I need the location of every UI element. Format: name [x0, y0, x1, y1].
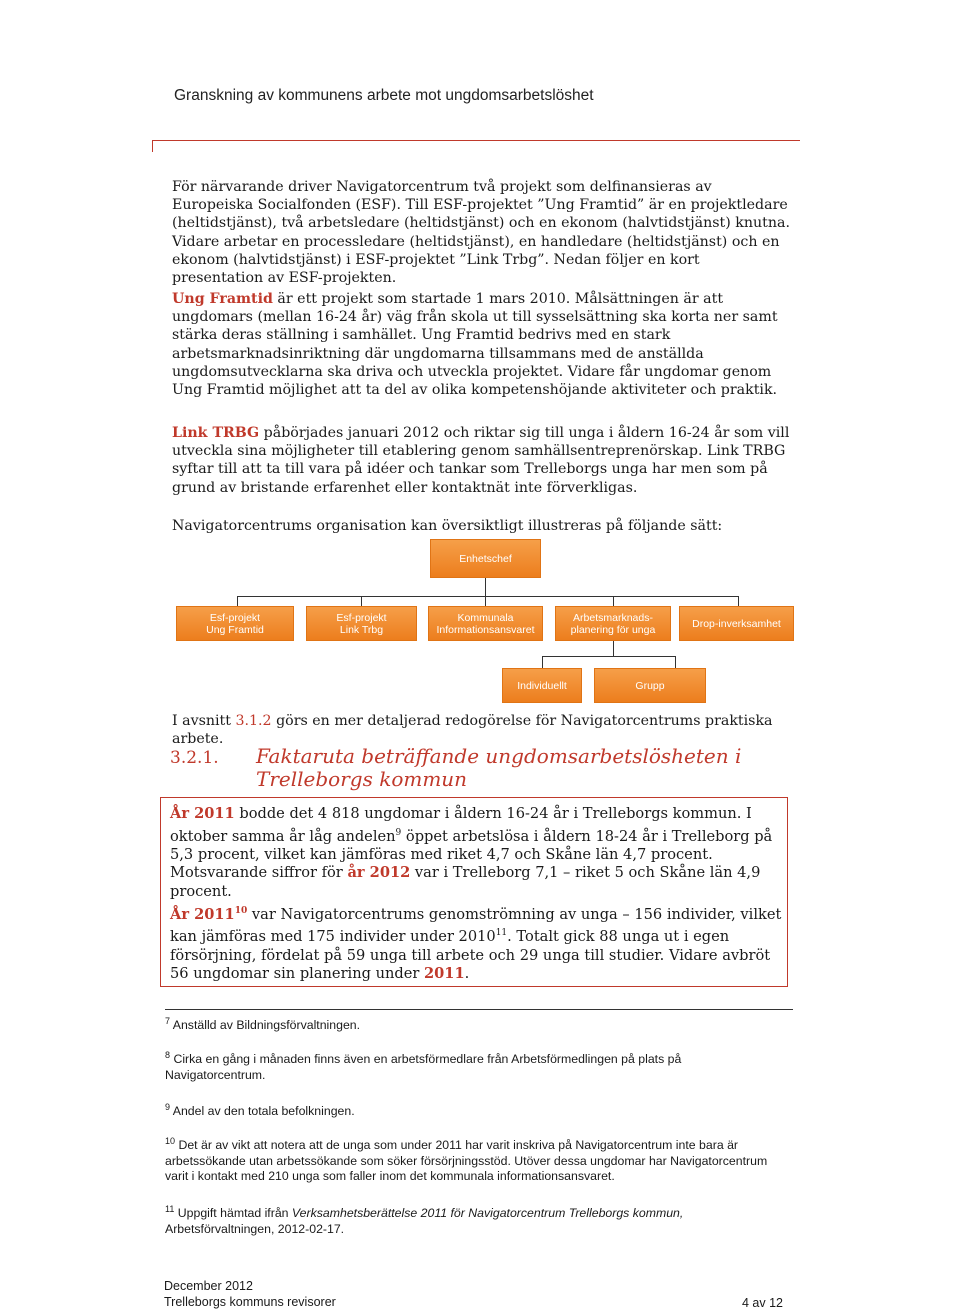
ung-framtid-text: är ett projekt som startade 1 mars 2010. Målsättningen är att ungdomars (mellan 16-24 år) väg från skola ut till sysselsättning ska korta ner samt stärka deras ställning i samhället. Ung Framtid bedrivs med en stark arbetsmarknadsinriktning där ungdomarna tillsammans med de anställda ungdomsutvecklarna ska driva och utveckla projektet. Vidare får ungdomar genom Ung Framtid möjlighet att ta del av olika kompetenshöjande aktiviteter och praktik. [172, 291, 778, 399]
fact1-text-1: bodde det 4 818 ungdomar i åldern 16-24 år i Trelleborgs kommun. I oktober samma år låg andelen [170, 805, 752, 845]
footnote-number: 7 [165, 1016, 171, 1026]
footnote-number: 10 [165, 1136, 176, 1146]
footnote-number: 8 [165, 1050, 171, 1060]
fact-paragraph-1 [170, 805, 790, 901]
link-trbg-text: påbörjades januari 2012 och riktar sig till unga i åldern 16-24 år som vill utveckla sina möjligheter till etablering genom samhällsentreprenörskap. Link TRBG syftar till att ta till vara på idéer och tankar som Trelleborgs unga har men som på grund av bristande erfarenhet eller kontaktnät inte förverkligas. [172, 425, 790, 496]
footnote-ref-9: 9 [395, 827, 402, 838]
footnote-rule [165, 1009, 793, 1010]
org-connector [237, 596, 238, 606]
footnote-10 [165, 1134, 785, 1185]
org-connector [675, 656, 676, 668]
footnote-number: 11 [165, 1204, 175, 1214]
fact2-year-2011: 2011 [424, 965, 465, 983]
fact1-text-2: öppet arbetslösa i åldern 18-24 år i Trelleborg på 5,3 procent, vilket kan jämföras med riket 4,7 och Skåne län 4,7 procent. Motsvarande siffror för [170, 827, 773, 882]
footnote-text: Cirka en gång i månaden finns även en arbetsförmedlare från Arbetsförmedlingen på plats på Navigatorcentrum. [165, 1052, 682, 1082]
org-box-kommunala-informationsansvaret: Kommunala Informationsansvaret [428, 606, 543, 641]
footnote-7 [165, 1014, 785, 1034]
org-connector [613, 641, 614, 656]
footnote-text: Andel av den totala befolkningen. [172, 1104, 355, 1119]
footnote-text-italic: Verksamhetsberättelse 2011 för Navigatorcentrum Trelleborgs kommun, [291, 1206, 684, 1221]
footnote-ref-11: 11 [495, 928, 508, 939]
link-trbg-label: Link TRBG [172, 425, 260, 441]
fact1-text-3: var i Trelleborg 7,1 – riket 5 och Skåne län 4,9 procent. [170, 864, 761, 900]
footer-org: Trelleborgs kommuns revisorer [164, 1295, 336, 1309]
fact2-year: År 2011 [170, 905, 235, 923]
footnote-number: 9 [165, 1102, 171, 1112]
org-connector [542, 656, 543, 668]
org-intro-text: Navigatorcentrums organisation kan översiktligt illustreras på följande sätt: [172, 518, 723, 534]
fact1-year: År 2011 [170, 805, 235, 822]
fact1-year-2012: år 2012 [347, 864, 411, 882]
footnote-11 [165, 1202, 785, 1237]
ung-framtid-label: Ung Framtid [172, 291, 273, 307]
fact2-text-1: var Navigatorcentrums genomströmning av unga – 156 individer, vilket kan jämföras med 175 individer under 2010 [170, 905, 782, 946]
ref-text-after: görs en mer detaljerad redogörelse för Navigatorcentrums praktiska arbete. [172, 713, 773, 748]
org-box-enhetschef: Enhetschef [430, 539, 541, 578]
footer-date: December 2012 [164, 1279, 253, 1293]
footnote-9 [165, 1100, 785, 1120]
org-connector [485, 578, 486, 596]
org-box-grupp: Grupp [594, 668, 706, 703]
footnote-text: Arbetsförvaltningen, 2012-02-17. [165, 1221, 345, 1236]
org-connector [542, 656, 675, 657]
footnote-ref-10: 10 [234, 906, 248, 916]
section-title: Faktaruta beträffande ungdomsarbetslösheten i Trelleborgs kommun [256, 744, 742, 791]
footnote-text: Uppgift hämtad ifrån [177, 1206, 292, 1221]
page-number: 4 av 12 [742, 1296, 784, 1310]
org-connector [613, 596, 614, 606]
org-connector [485, 596, 486, 606]
org-connector [361, 596, 362, 606]
org-box-ung-framtid: Esf-projekt Ung Framtid [176, 606, 294, 641]
ref-text-before: I avsnitt [172, 713, 236, 729]
section-number: 3.2.1. [170, 748, 219, 768]
org-box-arbetsmarknadsplanering: Arbetsmarknads- planering för unga [555, 606, 671, 641]
org-box-drop-inverksamhet: Drop-inverksamhet [679, 606, 794, 641]
org-connector [738, 596, 739, 606]
footnote-text: Det är av vikt att notera att de unga som under 2011 har varit inskriva på Navigatorcentrum inte bara är arbetssökande utan arbetssökande som söker försörjningsstöd. Utöver dessa ungdomar har Navigatorcentrum varit i kontakt med 210 unga som faller inom det kommunala informationsansvaret. [165, 1138, 768, 1184]
page-header-title: Granskning av kommunens arbete mot ungdomsarbetslöshet [174, 87, 594, 104]
org-connector [237, 596, 738, 597]
footnote-text: Anställd av Bildningsförvaltningen. [172, 1018, 361, 1033]
section-reference-text [172, 712, 792, 748]
fact2-text-3: . [464, 965, 470, 983]
fact-paragraph-2 [170, 902, 790, 984]
org-box-link-trbg: Esf-projekt Link Trbg [306, 606, 417, 641]
section-ref-link[interactable]: 3.1.2 [235, 713, 272, 729]
fact2-text-2: . Totalt gick 88 unga ut i egen försörjning, fördelat på 59 unga till arbete och 29 unga till studier. Vidare avbröt 56 ungdomar sin planering under [170, 928, 771, 983]
footnote-8 [165, 1048, 785, 1083]
org-box-individuellt: Individuellt [502, 668, 582, 703]
intro-paragraph: För närvarande driver Navigatorcentrum två projekt som delfinansieras av Europeiska Socialfonden (ESF). Till ESF-projektet ”Ung Framtid” är en projektledare (heltidstjänst), två arbetsledare (heltidstjänst) och en ekonom (halvtidstjänst) knutna. Vidare arbetar en processledare (heltidstjänst), en handledare (heltidstjänst) och en ekonom (halvtidstjänst) i ESF-projektet ”Link Trbg”. Nedan följer en kort presentation av ESF-projekten. [172, 179, 790, 287]
